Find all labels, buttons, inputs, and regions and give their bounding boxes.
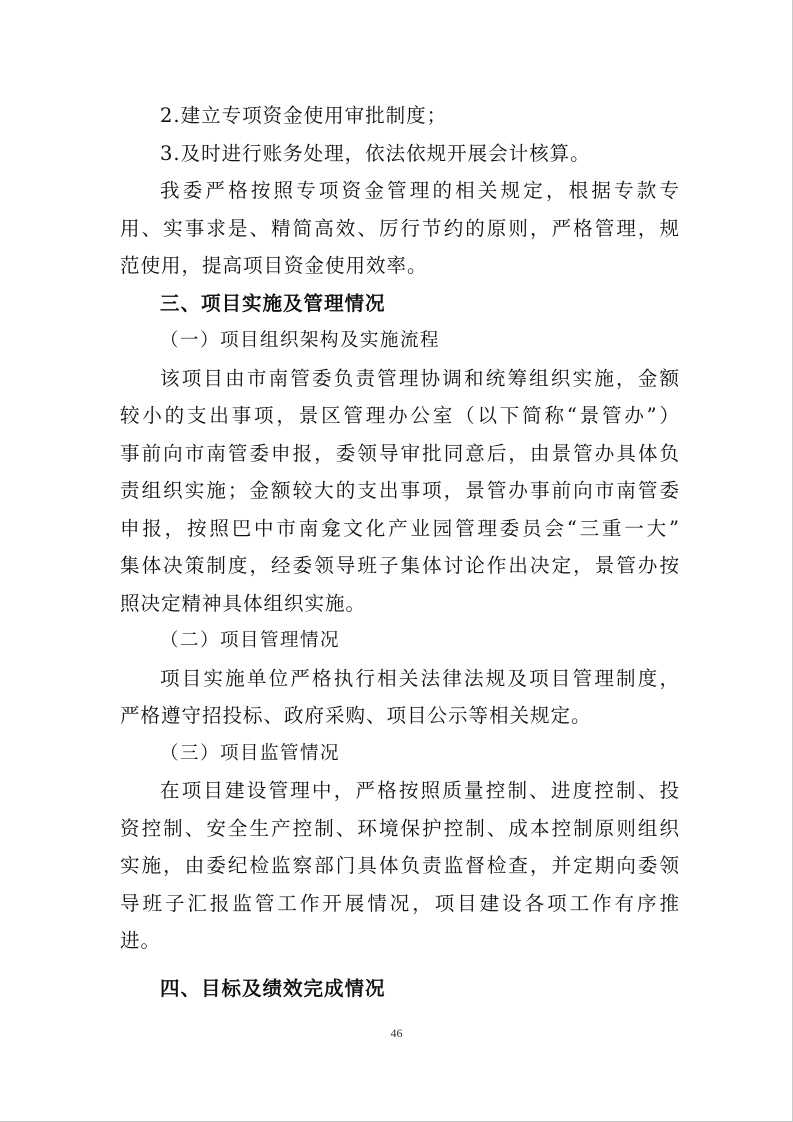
list-item-3: 3.及时进行账务处理，依法依规开展会计核算。 <box>160 141 591 165</box>
page-number: 46 <box>390 1026 403 1040</box>
paragraph-line: 项目实施单位严格执行相关法律法规及项目管理制度， <box>160 666 680 690</box>
paragraph-line: 责组织实施；金额较大的支出事项，景管办事前向市南管委 <box>120 479 680 502</box>
paragraph-line: 用、实事求是、精简高效、厉行节约的原则，严格管理，规 <box>120 216 680 240</box>
paragraph-line: 申报，按照巴中市南龛文化产业园管理委员会“三重一大” <box>120 516 680 540</box>
paragraph-line: 事前向市南管委申报，委领导审批同意后，由景管办具体负 <box>120 441 680 465</box>
section-heading-4: 四、目标及绩效完成情况 <box>160 976 386 1000</box>
subsection-heading-2: （二）项目管理情况 <box>160 630 341 651</box>
paragraph-line: 我委严格按照专项资金管理的相关规定，根据专款专 <box>160 179 680 202</box>
paragraph-line: 进。 <box>120 929 162 952</box>
paragraph-line: 该项目由市南管委负责管理协调和统筹组织实施，金额 <box>160 366 680 390</box>
paragraph-line: 严格遵守招投标、政府采购、项目公示等相关规定。 <box>120 704 592 727</box>
subsection-heading-1: （一）项目组织架构及实施流程 <box>160 330 441 351</box>
paragraph-line: 范使用，提高项目资金使用效率。 <box>120 254 428 277</box>
subsection-heading-3: （三）项目监管情况 <box>160 742 341 764</box>
list-item-2: 2.建立专项资金使用审批制度； <box>160 104 448 127</box>
page-body <box>120 97 680 1007</box>
section-heading-3: 三、项目实施及管理情况 <box>160 291 386 315</box>
paragraph-line: 在项目建设管理中，严格按照质量控制、进度控制、投 <box>160 779 680 802</box>
paragraph-line: 集体决策制度，经委领导班子集体讨论作出决定，景管办按 <box>120 554 680 577</box>
paragraph-line: 资控制、安全生产控制、环境保护控制、成本控制原则组织 <box>120 816 680 840</box>
paragraph-line: 较小的支出事项，景区管理办公室（以下简称“景管办”） <box>120 404 680 427</box>
paragraph-line: 导班子汇报监管工作开展情况，项目建设各项工作有序推 <box>120 891 680 915</box>
paragraph-line: 照决定精神具体组织实施。 <box>120 591 367 615</box>
paragraph-line: 实施，由委纪检监察部门具体负责监督检查，并定期向委领 <box>120 854 680 877</box>
